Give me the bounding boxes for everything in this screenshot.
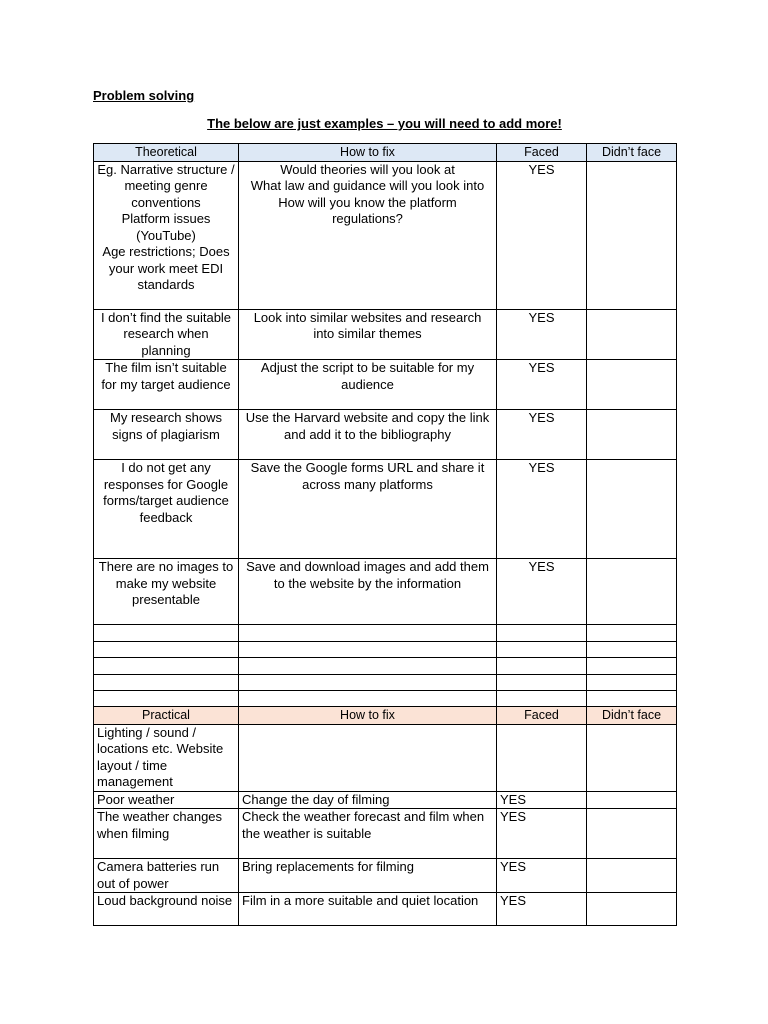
column-header-faced: Faced [497,144,587,162]
empty-row [94,674,677,691]
fix-cell: Look into similar websites and research into similar themes [239,309,497,360]
column-header-theoretical: Theoretical [94,144,239,162]
didnt-face-cell [587,410,677,460]
problem-cell: Poor weather [94,791,239,809]
table-row [94,460,677,559]
problem-cell: The film isn’t suitable for my target audience [94,360,239,410]
empty-cell [587,641,677,658]
table-row [94,809,677,859]
faced-cell: YES [497,309,587,360]
column-header-faced: Faced [497,707,587,725]
fix-cell: Bring replacements for filming [239,859,497,893]
didnt-face-cell [587,859,677,893]
empty-cell [239,625,497,642]
empty-row [94,658,677,675]
faced-cell: YES [497,893,587,926]
fix-cell: Use the Harvard website and copy the link and add it to the bibliography [239,410,497,460]
faced-cell: YES [497,809,587,859]
empty-row [94,691,677,708]
empty-cell [94,658,239,675]
table-header-row [94,707,677,725]
empty-cell [497,658,587,675]
problem-cell: Loud background noise [94,893,239,926]
table-row [94,410,677,460]
fix-cell: Change the day of filming [239,791,497,809]
problem-cell: Eg. Narrative structure / meeting genre conventions Platform issues (YouTube) Age restrictions; Does your work meet EDI standards [94,161,239,309]
problem-cell: I do not get any responses for Google forms/target audience feedback [94,460,239,559]
table-row [94,559,677,625]
table-row [94,360,677,410]
empty-cell [587,658,677,675]
empty-cell [94,674,239,691]
didnt-face-cell [587,360,677,410]
table-row [94,893,677,926]
table-row [94,309,677,360]
fix-cell [239,724,497,791]
didnt-face-cell [587,809,677,859]
fix-cell: Save and download images and add them to the website by the information [239,559,497,625]
table-header-row [94,144,677,162]
empty-cell [94,641,239,658]
theoretical-table [93,143,677,708]
empty-cell [239,641,497,658]
faced-cell: YES [497,791,587,809]
practical-table [93,706,677,926]
empty-cell [94,691,239,708]
problem-cell: Camera batteries run out of power [94,859,239,893]
faced-cell: YES [497,161,587,309]
fix-cell: Adjust the script to be suitable for my audience [239,360,497,410]
didnt-face-cell [587,893,677,926]
didnt-face-cell [587,161,677,309]
faced-cell: YES [497,460,587,559]
didnt-face-cell [587,460,677,559]
column-header-didnt-face: Didn’t face [587,707,677,725]
empty-cell [239,674,497,691]
problem-cell: I don’t find the suitable research when planning [94,309,239,360]
fix-cell: Film in a more suitable and quiet location [239,893,497,926]
problem-cell: The weather changes when filming [94,809,239,859]
fix-cell: Check the weather forecast and film when the weather is suitable [239,809,497,859]
faced-cell: YES [497,559,587,625]
faced-cell: YES [497,360,587,410]
faced-cell: YES [497,859,587,893]
didnt-face-cell [587,724,677,791]
empty-cell [239,658,497,675]
fix-cell: Would theories will you look at What law and guidance will you look into How will you know the platform regulations? [239,161,497,309]
empty-row [94,641,677,658]
empty-cell [587,674,677,691]
table-row [94,859,677,893]
fix-cell: Save the Google forms URL and share it across many platforms [239,460,497,559]
empty-cell [497,674,587,691]
table-row [94,791,677,809]
column-header-how-to-fix: How to fix [239,707,497,725]
problem-cell: Lighting / sound / locations etc. Website layout / time management [94,724,239,791]
empty-cell [497,625,587,642]
column-header-practical: Practical [94,707,239,725]
empty-row [94,625,677,642]
faced-cell [497,724,587,791]
page-title: Problem solving [93,88,195,103]
problem-cell: My research shows signs of plagiarism [94,410,239,460]
empty-cell [239,691,497,708]
empty-cell [587,691,677,708]
problem-cell: There are no images to make my website presentable [94,559,239,625]
column-header-how-to-fix: How to fix [239,144,497,162]
table-row [94,161,677,309]
page-subtitle: The below are just examples – you will need to add more! [207,116,562,131]
didnt-face-cell [587,791,677,809]
column-header-didnt-face: Didn’t face [587,144,677,162]
didnt-face-cell [587,559,677,625]
faced-cell: YES [497,410,587,460]
empty-cell [587,625,677,642]
empty-cell [94,625,239,642]
empty-cell [497,641,587,658]
didnt-face-cell [587,309,677,360]
empty-cell [497,691,587,708]
table-row [94,724,677,791]
